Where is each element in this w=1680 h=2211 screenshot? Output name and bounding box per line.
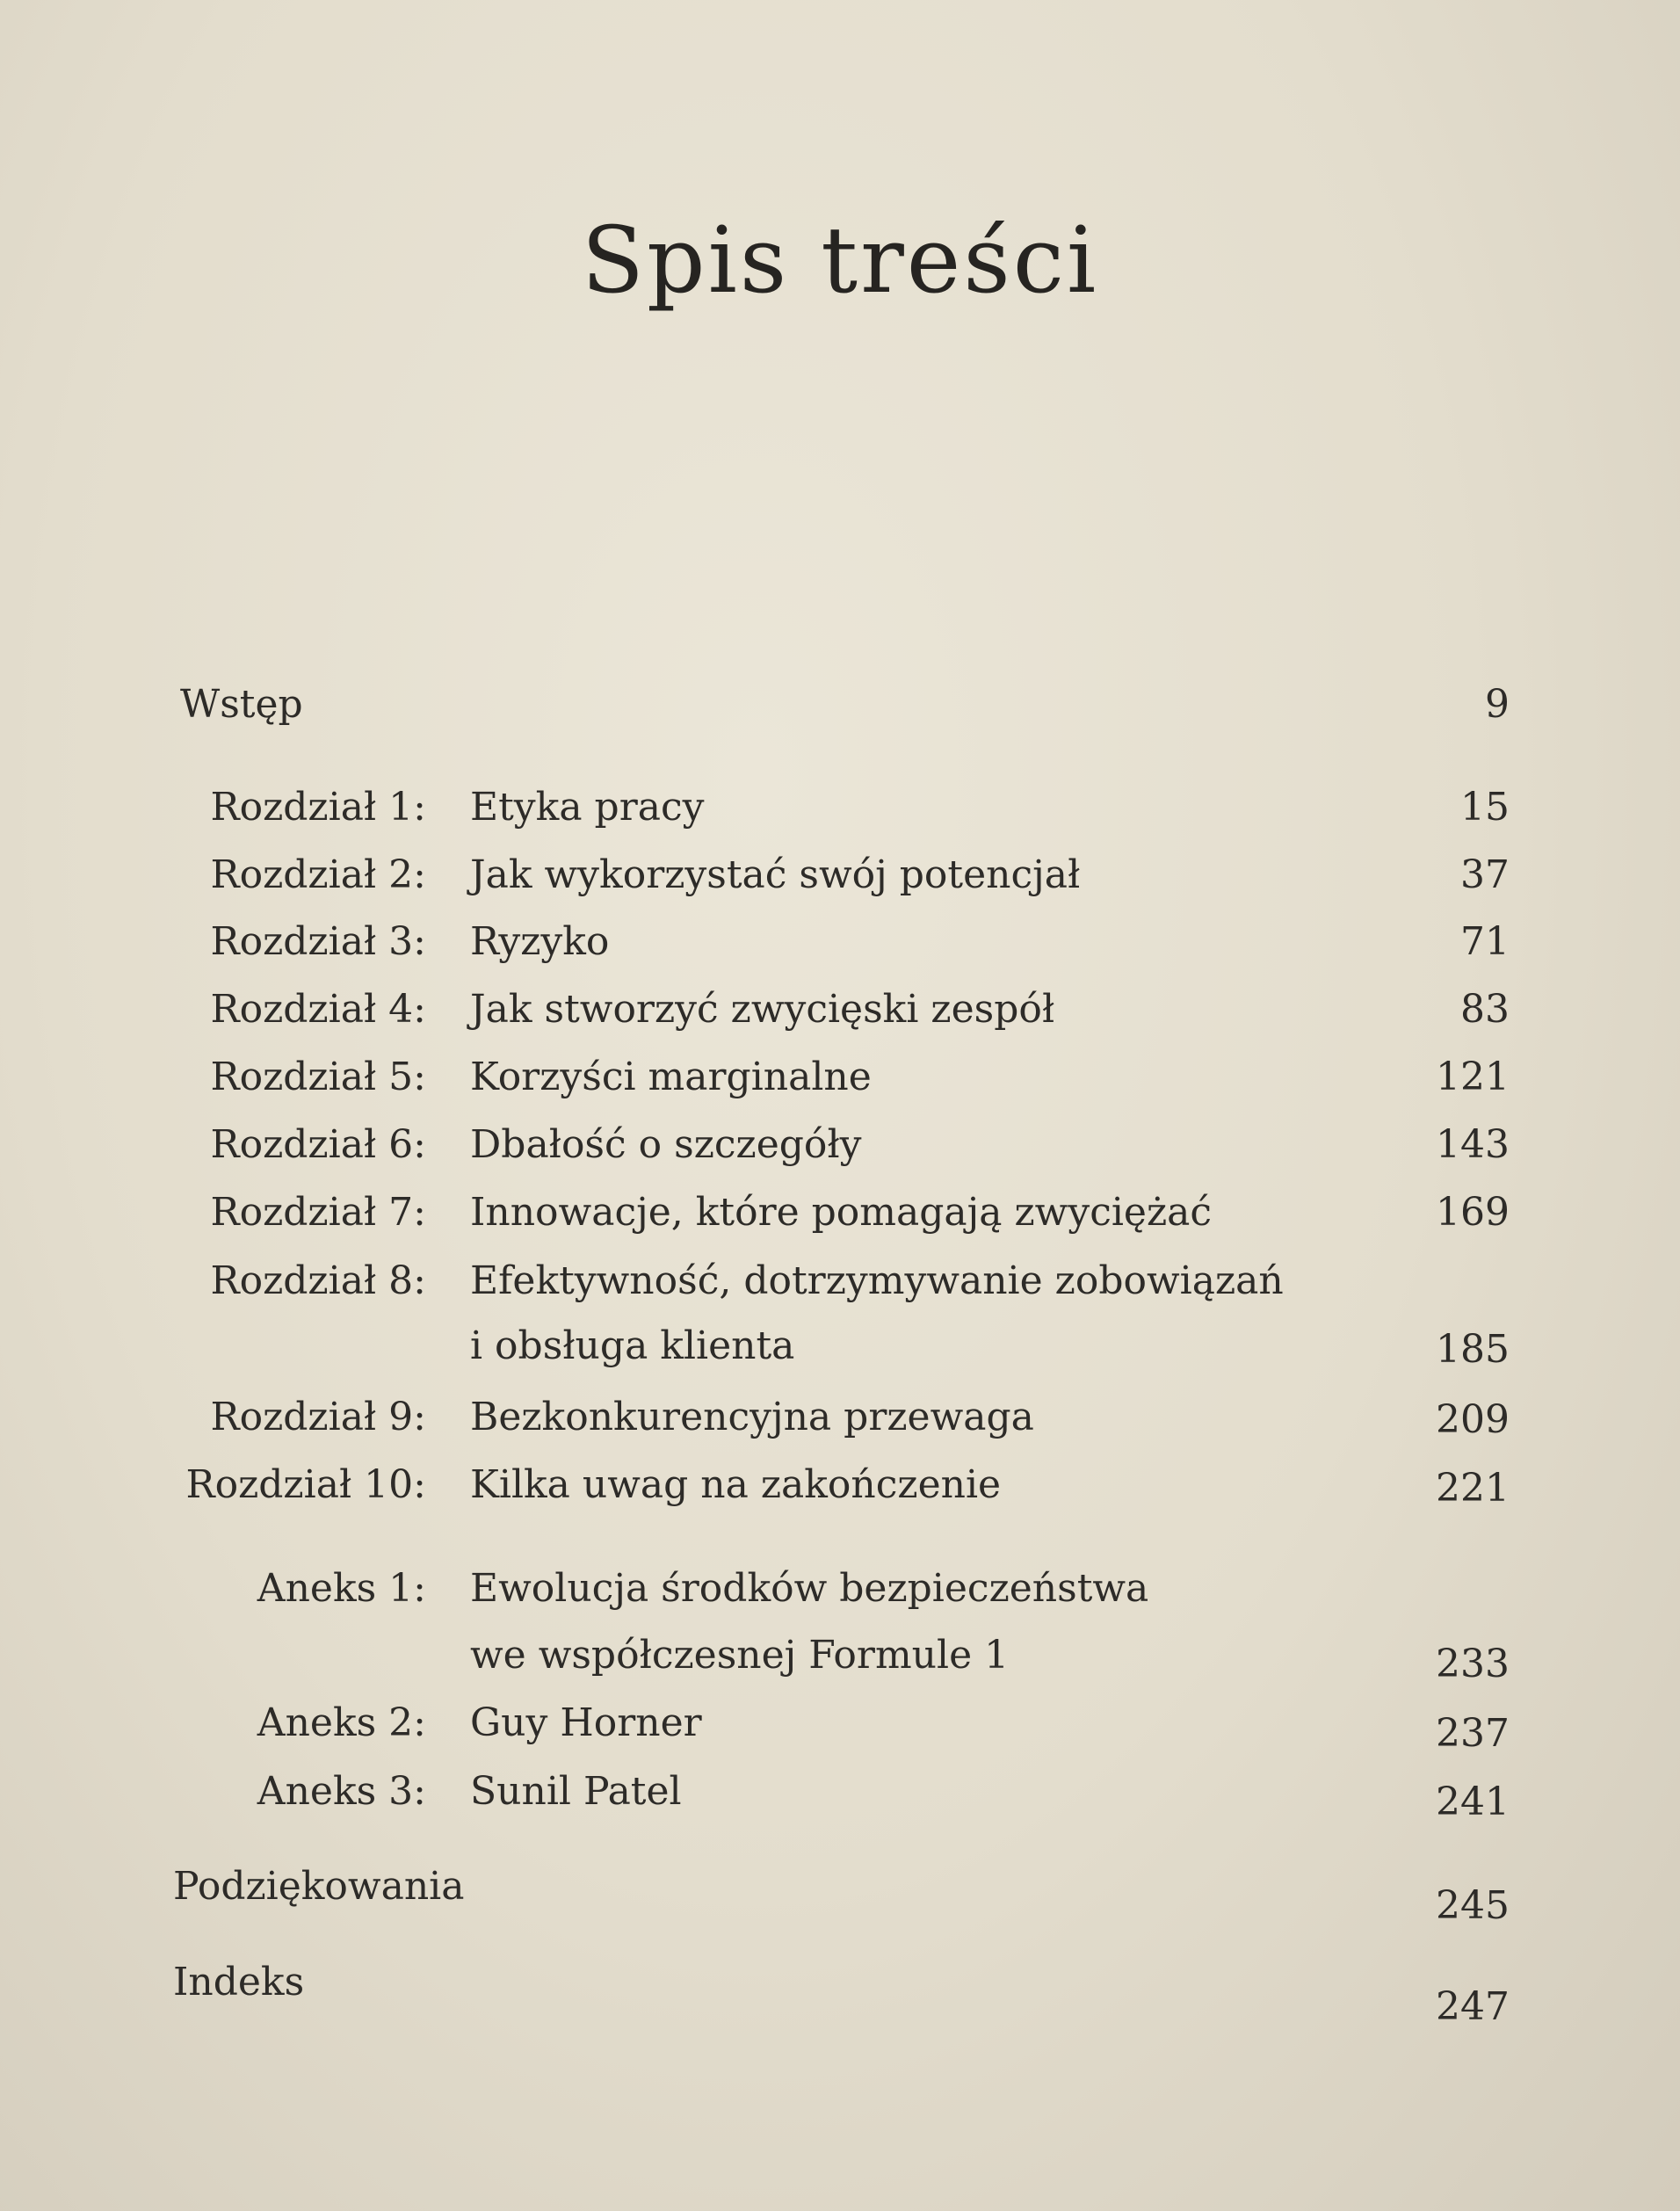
annex-1-title-line1: Ewolucja środków bezpieczeństwa [470, 1566, 1149, 1611]
toc-intro-label: Wstęp [180, 682, 303, 727]
chapter-10-title: Kilka uwag na zakończenie [470, 1462, 1002, 1507]
annex-3-label: Aneks 3: [257, 1769, 426, 1814]
chapter-5-title: Korzyści marginalne [470, 1055, 872, 1099]
annex-1-label: Aneks 1: [257, 1566, 426, 1611]
chapter-8-title-line2: i obsługa klienta [470, 1323, 795, 1368]
chapter-2-label: Rozdział 2: [210, 852, 426, 897]
toc-index-label: Indeks [173, 1960, 305, 2004]
chapter-7-title: Innowacje, które pomagają zwyciężać [470, 1190, 1213, 1235]
chapter-8-title-line1: Efektywność, dotrzymywanie zobowiązań [470, 1258, 1284, 1303]
chapter-9-page: 209 [1436, 1397, 1510, 1442]
chapter-8-label: Rozdział 8: [210, 1258, 426, 1303]
page-title: Spis treści [581, 207, 1099, 314]
chapter-7-page: 169 [1436, 1190, 1510, 1235]
chapter-1-label: Rozdział 1: [210, 785, 426, 830]
toc-acknowledgements-label: Podziękowania [173, 1864, 465, 1909]
toc-intro-page: 9 [1485, 682, 1510, 727]
chapter-9-title: Bezkonkurencyjna przewaga [470, 1395, 1034, 1439]
annex-2-page: 237 [1436, 1711, 1510, 1756]
chapter-1-title: Etyka pracy [470, 785, 705, 830]
chapter-8-page: 185 [1436, 1327, 1510, 1372]
chapter-6-title: Dbałość o szczegóły [470, 1122, 862, 1167]
chapter-2-page: 37 [1460, 852, 1510, 897]
chapter-6-label: Rozdział 6: [210, 1122, 426, 1167]
toc-index-page: 247 [1436, 1984, 1510, 2029]
chapter-10-label: Rozdział 10: [185, 1462, 426, 1507]
chapter-3-label: Rozdział 3: [210, 919, 426, 964]
annex-1-page: 233 [1436, 1642, 1510, 1686]
chapter-4-label: Rozdział 4: [210, 987, 426, 1032]
chapter-7-label: Rozdział 7: [210, 1190, 426, 1235]
chapter-5-label: Rozdział 5: [210, 1055, 426, 1099]
chapter-3-title: Ryzyko [470, 919, 610, 964]
chapter-10-page: 221 [1436, 1466, 1510, 1511]
chapter-6-page: 143 [1436, 1122, 1510, 1167]
chapter-5-page: 121 [1436, 1055, 1510, 1099]
annex-3-title: Sunil Patel [470, 1769, 682, 1814]
chapter-1-page: 15 [1460, 785, 1510, 830]
chapter-3-page: 71 [1460, 919, 1510, 964]
toc-acknowledgements-page: 245 [1436, 1883, 1510, 1928]
annex-2-label: Aneks 2: [257, 1700, 426, 1745]
chapter-9-label: Rozdział 9: [210, 1395, 426, 1439]
chapter-4-page: 83 [1460, 987, 1510, 1032]
chapter-2-title: Jak wykorzystać swój potencjał [470, 852, 1081, 897]
chapter-4-title: Jak stworzyć zwycięski zespół [470, 987, 1055, 1032]
annex-1-title-line2: we współczesnej Formule 1 [470, 1633, 1010, 1678]
annex-3-page: 241 [1436, 1780, 1510, 1824]
annex-2-title: Guy Horner [470, 1700, 702, 1745]
